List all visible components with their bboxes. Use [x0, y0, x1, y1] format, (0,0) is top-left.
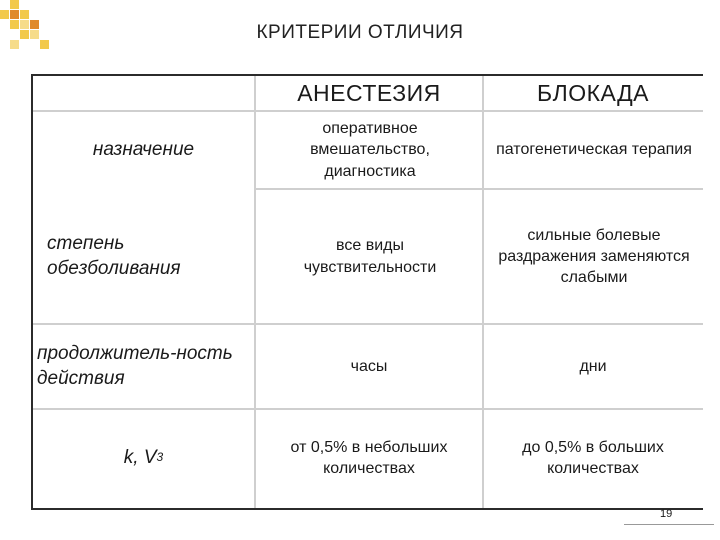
row-label-purpose: назначение — [92, 138, 195, 160]
cell-blockade-purpose: патогенетическая терапия — [496, 141, 692, 159]
cell-anesthesia-purpose: оперативное вмешательство, диагностика — [310, 120, 430, 180]
slide-title: КРИТЕРИИ ОТЛИЧИЯ — [256, 22, 464, 43]
cell-anesthesia-concentration: от 0,5% в небольших количествах — [290, 438, 448, 477]
row-label-k-v-text: k, V — [123, 446, 157, 468]
cell-anesthesia-duration: часы — [350, 357, 388, 375]
row-label-superscript: 3 — [156, 450, 164, 465]
cell-blockade-duration: дни — [579, 357, 607, 375]
page-number-underline — [624, 524, 714, 525]
cell-blockade-degree: сильные болевые раздражения заменяются слабыми — [498, 226, 690, 287]
row-label-duration: продолжитель-ность действия — [37, 343, 233, 389]
row-label-k-v — [33, 410, 254, 506]
page-number: 19 — [660, 508, 673, 520]
column-header-blockade: БЛОКАДА — [537, 79, 649, 106]
column-header-anesthesia: АНЕСТЕЗИЯ — [297, 79, 441, 106]
cell-blockade-concentration: до 0,5% в больших количествах — [522, 438, 664, 477]
cell-anesthesia-degree: все виды чувствительности — [303, 237, 437, 276]
row-label-degree: степень обезболивания — [47, 233, 181, 279]
